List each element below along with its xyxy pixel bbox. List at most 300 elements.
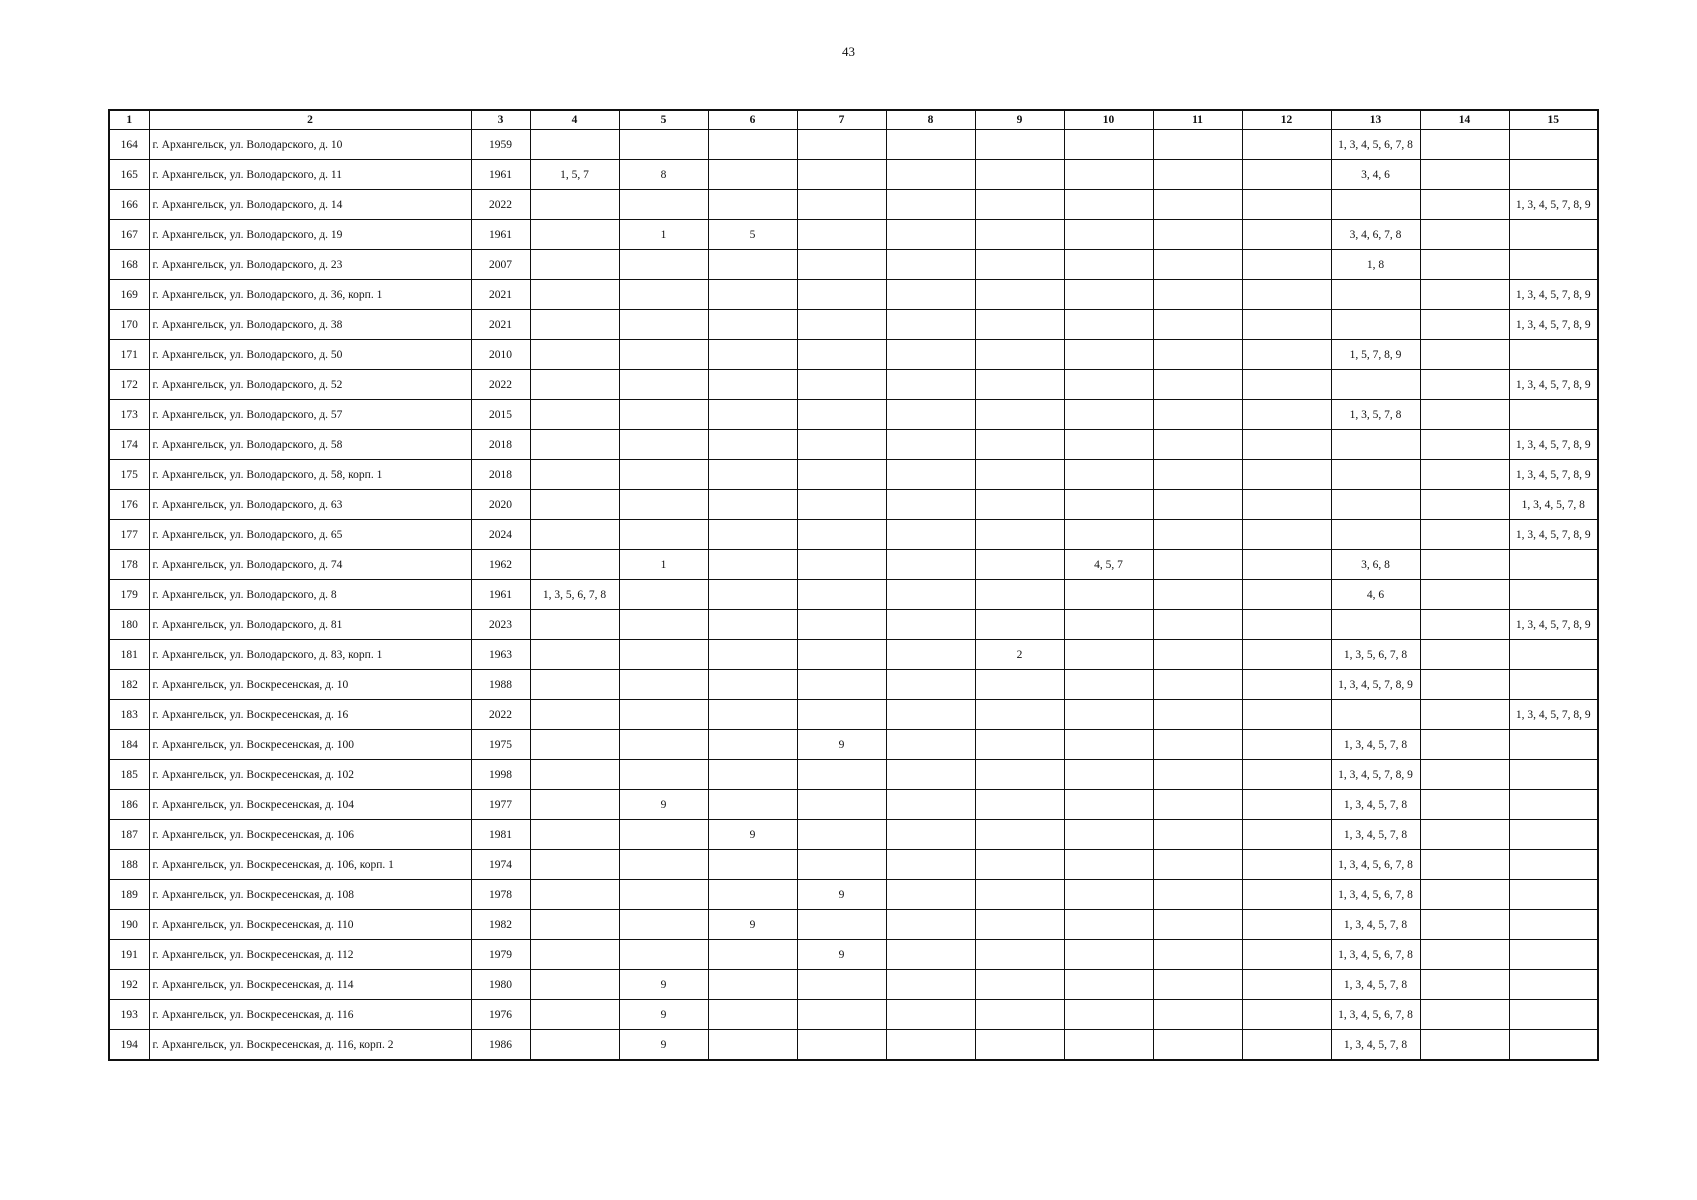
year-cell: 1975 <box>471 730 530 760</box>
table-cell-col-12 <box>1242 1000 1331 1030</box>
table-cell-col-10 <box>1064 520 1153 550</box>
year-cell: 1998 <box>471 760 530 790</box>
column-header-12: 12 <box>1242 110 1331 130</box>
column-header-1: 1 <box>109 110 149 130</box>
table-cell-col-12 <box>1242 820 1331 850</box>
row-number-cell: 183 <box>109 700 149 730</box>
table-row <box>109 610 1598 640</box>
table-cell-col-12 <box>1242 760 1331 790</box>
table-cell-col-5 <box>619 490 708 520</box>
address-cell: г. Архангельск, ул. Володарского, д. 63 <box>149 490 471 520</box>
table-cell-col-8 <box>886 250 975 280</box>
table-cell-col-6 <box>708 730 797 760</box>
table-cell-col-15 <box>1509 550 1598 580</box>
table-cell-col-9: 2 <box>975 640 1064 670</box>
table-cell-col-15: 1, 3, 4, 5, 7, 8, 9 <box>1509 310 1598 340</box>
table-cell-col-13: 1, 8 <box>1331 250 1420 280</box>
table-cell-col-13: 1, 3, 4, 5, 6, 7, 8 <box>1331 130 1420 160</box>
row-number-cell: 184 <box>109 730 149 760</box>
table-cell-col-14 <box>1420 790 1509 820</box>
table-cell-col-8 <box>886 520 975 550</box>
table-cell-col-10 <box>1064 790 1153 820</box>
table-cell-col-8 <box>886 640 975 670</box>
table-cell-col-15 <box>1509 160 1598 190</box>
table-cell-col-10 <box>1064 160 1153 190</box>
row-number-cell: 185 <box>109 760 149 790</box>
table-cell-col-4 <box>530 910 619 940</box>
table-cell-col-13 <box>1331 310 1420 340</box>
table-cell-col-8 <box>886 1000 975 1030</box>
table-cell-col-8 <box>886 490 975 520</box>
table-cell-col-9 <box>975 970 1064 1000</box>
table-cell-col-12 <box>1242 400 1331 430</box>
header-row <box>109 110 1598 130</box>
table-cell-col-15: 1, 3, 4, 5, 7, 8 <box>1509 490 1598 520</box>
table-cell-col-11 <box>1153 700 1242 730</box>
registry-table <box>108 109 1599 1061</box>
table-cell-col-6: 5 <box>708 220 797 250</box>
table-cell-col-15 <box>1509 250 1598 280</box>
table-cell-col-11 <box>1153 970 1242 1000</box>
table-cell-col-4 <box>530 550 619 580</box>
table-cell-col-6 <box>708 760 797 790</box>
table-cell-col-4 <box>530 370 619 400</box>
table-row <box>109 280 1598 310</box>
address-cell: г. Архангельск, ул. Володарского, д. 10 <box>149 130 471 160</box>
year-cell: 1974 <box>471 850 530 880</box>
table-cell-col-7 <box>797 310 886 340</box>
table-cell-col-15 <box>1509 970 1598 1000</box>
table-cell-col-15 <box>1509 850 1598 880</box>
table-cell-col-10 <box>1064 880 1153 910</box>
table-cell-col-15: 1, 3, 4, 5, 7, 8, 9 <box>1509 280 1598 310</box>
table-cell-col-8 <box>886 280 975 310</box>
table-cell-col-7: 9 <box>797 880 886 910</box>
table-cell-col-7 <box>797 160 886 190</box>
address-cell: г. Архангельск, ул. Воскресенская, д. 100 <box>149 730 471 760</box>
table-cell-col-4 <box>530 340 619 370</box>
table-cell-col-10 <box>1064 1000 1153 1030</box>
table-cell-col-5 <box>619 700 708 730</box>
column-header-11: 11 <box>1153 110 1242 130</box>
table-cell-col-6 <box>708 160 797 190</box>
year-cell: 1961 <box>471 580 530 610</box>
table-cell-col-10 <box>1064 250 1153 280</box>
table-cell-col-12 <box>1242 850 1331 880</box>
table-cell-col-9 <box>975 130 1064 160</box>
year-cell: 2024 <box>471 520 530 550</box>
row-number-cell: 177 <box>109 520 149 550</box>
table-cell-col-10 <box>1064 460 1153 490</box>
table-row <box>109 880 1598 910</box>
address-cell: г. Архангельск, ул. Воскресенская, д. 112 <box>149 940 471 970</box>
table-cell-col-12 <box>1242 640 1331 670</box>
table-cell-col-7 <box>797 250 886 280</box>
table-cell-col-15 <box>1509 130 1598 160</box>
year-cell: 1959 <box>471 130 530 160</box>
table-cell-col-8 <box>886 400 975 430</box>
table-cell-col-13: 1, 5, 7, 8, 9 <box>1331 340 1420 370</box>
column-header-6: 6 <box>708 110 797 130</box>
table-cell-col-9 <box>975 280 1064 310</box>
table-cell-col-7: 9 <box>797 730 886 760</box>
table-cell-col-14 <box>1420 460 1509 490</box>
table-cell-col-11 <box>1153 1000 1242 1030</box>
table-cell-col-8 <box>886 880 975 910</box>
table-cell-col-9 <box>975 250 1064 280</box>
year-cell: 2015 <box>471 400 530 430</box>
table-cell-col-12 <box>1242 490 1331 520</box>
table-cell-col-7 <box>797 220 886 250</box>
table-cell-col-8 <box>886 760 975 790</box>
table-cell-col-8 <box>886 820 975 850</box>
table-row <box>109 190 1598 220</box>
table-cell-col-14 <box>1420 910 1509 940</box>
table-cell-col-10 <box>1064 970 1153 1000</box>
table-cell-col-13 <box>1331 430 1420 460</box>
table-cell-col-10 <box>1064 730 1153 760</box>
table-row <box>109 580 1598 610</box>
table-cell-col-13: 1, 3, 4, 5, 7, 8 <box>1331 730 1420 760</box>
table-cell-col-13: 4, 6 <box>1331 580 1420 610</box>
table-cell-col-14 <box>1420 580 1509 610</box>
row-number-cell: 187 <box>109 820 149 850</box>
table-cell-col-12 <box>1242 1030 1331 1061</box>
table-row <box>109 490 1598 520</box>
table-cell-col-13: 1, 3, 4, 5, 6, 7, 8 <box>1331 880 1420 910</box>
row-number-cell: 182 <box>109 670 149 700</box>
table-cell-col-4 <box>530 940 619 970</box>
table-cell-col-14 <box>1420 340 1509 370</box>
year-cell: 2022 <box>471 190 530 220</box>
table-cell-col-7 <box>797 1030 886 1061</box>
table-cell-col-7 <box>797 490 886 520</box>
table-cell-col-7 <box>797 460 886 490</box>
table-cell-col-5 <box>619 820 708 850</box>
table-cell-col-13 <box>1331 700 1420 730</box>
table-cell-col-5 <box>619 340 708 370</box>
address-cell: г. Архангельск, ул. Воскресенская, д. 108 <box>149 880 471 910</box>
table-cell-col-6 <box>708 130 797 160</box>
column-header-13: 13 <box>1331 110 1420 130</box>
address-cell: г. Архангельск, ул. Володарского, д. 83, корп. 1 <box>149 640 471 670</box>
table-cell-col-10: 4, 5, 7 <box>1064 550 1153 580</box>
table-cell-col-6 <box>708 700 797 730</box>
table-cell-col-8 <box>886 1030 975 1061</box>
table-cell-col-11 <box>1153 640 1242 670</box>
table-cell-col-4 <box>530 490 619 520</box>
table-row <box>109 1030 1598 1061</box>
table-cell-col-13: 1, 3, 4, 5, 7, 8 <box>1331 820 1420 850</box>
table-cell-col-10 <box>1064 400 1153 430</box>
table-cell-col-8 <box>886 370 975 400</box>
table-cell-col-13: 3, 6, 8 <box>1331 550 1420 580</box>
table-cell-col-7 <box>797 760 886 790</box>
table-cell-col-11 <box>1153 280 1242 310</box>
table-cell-col-4 <box>530 640 619 670</box>
table-cell-col-5 <box>619 520 708 550</box>
table-cell-col-14 <box>1420 250 1509 280</box>
table-cell-col-6 <box>708 1030 797 1061</box>
table-row <box>109 220 1598 250</box>
table-cell-col-15 <box>1509 1030 1598 1061</box>
table-cell-col-13: 3, 4, 6 <box>1331 160 1420 190</box>
table-cell-col-15: 1, 3, 4, 5, 7, 8, 9 <box>1509 190 1598 220</box>
table-cell-col-6 <box>708 550 797 580</box>
table-cell-col-6 <box>708 940 797 970</box>
table-cell-col-12 <box>1242 220 1331 250</box>
table-cell-col-6: 9 <box>708 820 797 850</box>
table-cell-col-7 <box>797 850 886 880</box>
table-cell-col-8 <box>886 160 975 190</box>
row-number-cell: 189 <box>109 880 149 910</box>
table-cell-col-14 <box>1420 520 1509 550</box>
table-cell-col-13: 1, 3, 4, 5, 6, 7, 8 <box>1331 1000 1420 1030</box>
table-cell-col-12 <box>1242 550 1331 580</box>
table-cell-col-11 <box>1153 940 1242 970</box>
table-row <box>109 310 1598 340</box>
table-cell-col-4 <box>530 970 619 1000</box>
table-cell-col-15: 1, 3, 4, 5, 7, 8, 9 <box>1509 430 1598 460</box>
table-cell-col-7 <box>797 640 886 670</box>
table-cell-col-11 <box>1153 790 1242 820</box>
address-cell: г. Архангельск, ул. Володарского, д. 36, корп. 1 <box>149 280 471 310</box>
table-cell-col-7 <box>797 400 886 430</box>
table-cell-col-9 <box>975 310 1064 340</box>
table-cell-col-13: 1, 3, 4, 5, 7, 8, 9 <box>1331 670 1420 700</box>
table-cell-col-12 <box>1242 280 1331 310</box>
table-cell-col-12 <box>1242 520 1331 550</box>
table-cell-col-4 <box>530 730 619 760</box>
table-cell-col-9 <box>975 160 1064 190</box>
table-cell-col-14 <box>1420 430 1509 460</box>
table-cell-col-13 <box>1331 280 1420 310</box>
table-row <box>109 700 1598 730</box>
table-cell-col-10 <box>1064 700 1153 730</box>
table-cell-col-8 <box>886 970 975 1000</box>
table-cell-col-13 <box>1331 490 1420 520</box>
table-cell-col-5 <box>619 850 708 880</box>
address-cell: г. Архангельск, ул. Володарского, д. 14 <box>149 190 471 220</box>
table-cell-col-11 <box>1153 340 1242 370</box>
table-cell-col-4 <box>530 520 619 550</box>
row-number-cell: 165 <box>109 160 149 190</box>
column-header-7: 7 <box>797 110 886 130</box>
row-number-cell: 178 <box>109 550 149 580</box>
table-cell-col-5 <box>619 430 708 460</box>
table-cell-col-10 <box>1064 910 1153 940</box>
address-cell: г. Архангельск, ул. Володарского, д. 58 <box>149 430 471 460</box>
table-row <box>109 250 1598 280</box>
table-cell-col-15 <box>1509 880 1598 910</box>
address-cell: г. Архангельск, ул. Воскресенская, д. 10 <box>149 670 471 700</box>
table-cell-col-8 <box>886 610 975 640</box>
table-cell-col-4 <box>530 850 619 880</box>
table-cell-col-14 <box>1420 880 1509 910</box>
table-cell-col-4 <box>530 790 619 820</box>
table-row <box>109 430 1598 460</box>
table-cell-col-14 <box>1420 490 1509 520</box>
year-cell: 2022 <box>471 370 530 400</box>
table-cell-col-9 <box>975 700 1064 730</box>
table-cell-col-11 <box>1153 130 1242 160</box>
year-cell: 2007 <box>471 250 530 280</box>
table-cell-col-7 <box>797 130 886 160</box>
column-header-3: 3 <box>471 110 530 130</box>
table-cell-col-10 <box>1064 340 1153 370</box>
table-row <box>109 550 1598 580</box>
table-row <box>109 130 1598 160</box>
table-cell-col-14 <box>1420 370 1509 400</box>
table-row <box>109 850 1598 880</box>
table-cell-col-9 <box>975 610 1064 640</box>
table-cell-col-10 <box>1064 670 1153 700</box>
row-number-cell: 192 <box>109 970 149 1000</box>
table-cell-col-13 <box>1331 520 1420 550</box>
table-cell-col-9 <box>975 880 1064 910</box>
table-cell-col-6 <box>708 250 797 280</box>
table-cell-col-6 <box>708 520 797 550</box>
table-cell-col-8 <box>886 940 975 970</box>
address-cell: г. Архангельск, ул. Воскресенская, д. 104 <box>149 790 471 820</box>
table-cell-col-12 <box>1242 790 1331 820</box>
table-cell-col-5: 9 <box>619 1000 708 1030</box>
table-cell-col-15 <box>1509 760 1598 790</box>
table-cell-col-14 <box>1420 550 1509 580</box>
table-cell-col-4 <box>530 400 619 430</box>
table-cell-col-13 <box>1331 370 1420 400</box>
table-cell-col-12 <box>1242 910 1331 940</box>
table-cell-col-9 <box>975 340 1064 370</box>
table-cell-col-13: 1, 3, 5, 7, 8 <box>1331 400 1420 430</box>
row-number-cell: 194 <box>109 1030 149 1061</box>
table-cell-col-8 <box>886 580 975 610</box>
address-cell: г. Архангельск, ул. Воскресенская, д. 116 <box>149 1000 471 1030</box>
address-cell: г. Архангельск, ул. Воскресенская, д. 106, корп. 1 <box>149 850 471 880</box>
table-cell-col-5: 1 <box>619 220 708 250</box>
table-cell-col-4 <box>530 310 619 340</box>
row-number-cell: 181 <box>109 640 149 670</box>
table-cell-col-7 <box>797 670 886 700</box>
table-cell-col-5: 8 <box>619 160 708 190</box>
year-cell: 1961 <box>471 160 530 190</box>
table-cell-col-6 <box>708 460 797 490</box>
table-cell-col-6 <box>708 640 797 670</box>
table-cell-col-12 <box>1242 700 1331 730</box>
table-cell-col-8 <box>886 340 975 370</box>
table-cell-col-5 <box>619 640 708 670</box>
column-header-2: 2 <box>149 110 471 130</box>
table-cell-col-6 <box>708 610 797 640</box>
table-cell-col-4 <box>530 880 619 910</box>
address-cell: г. Архангельск, ул. Володарского, д. 23 <box>149 250 471 280</box>
table-cell-col-12 <box>1242 130 1331 160</box>
table-cell-col-4 <box>530 1000 619 1030</box>
table-cell-col-7 <box>797 820 886 850</box>
table-cell-col-4 <box>530 280 619 310</box>
table-cell-col-9 <box>975 520 1064 550</box>
address-cell: г. Архангельск, ул. Воскресенская, д. 102 <box>149 760 471 790</box>
table-cell-col-10 <box>1064 820 1153 850</box>
table-cell-col-6 <box>708 490 797 520</box>
table-cell-col-14 <box>1420 730 1509 760</box>
table-cell-col-11 <box>1153 610 1242 640</box>
table-cell-col-15 <box>1509 820 1598 850</box>
table-cell-col-11 <box>1153 820 1242 850</box>
table-cell-col-11 <box>1153 490 1242 520</box>
table-cell-col-14 <box>1420 670 1509 700</box>
table-cell-col-9 <box>975 760 1064 790</box>
table-cell-col-15 <box>1509 640 1598 670</box>
table-cell-col-7 <box>797 790 886 820</box>
table-cell-col-11 <box>1153 400 1242 430</box>
table-cell-col-10 <box>1064 940 1153 970</box>
table-cell-col-5 <box>619 280 708 310</box>
table-cell-col-11 <box>1153 250 1242 280</box>
row-number-cell: 169 <box>109 280 149 310</box>
table-cell-col-10 <box>1064 850 1153 880</box>
table-cell-col-7 <box>797 550 886 580</box>
table-cell-col-12 <box>1242 610 1331 640</box>
table-cell-col-11 <box>1153 160 1242 190</box>
table-cell-col-11 <box>1153 520 1242 550</box>
table-cell-col-15: 1, 3, 4, 5, 7, 8, 9 <box>1509 520 1598 550</box>
table-cell-col-6 <box>708 880 797 910</box>
table-cell-col-9 <box>975 430 1064 460</box>
year-cell: 1988 <box>471 670 530 700</box>
table-cell-col-8 <box>886 670 975 700</box>
row-number-cell: 174 <box>109 430 149 460</box>
table-cell-col-10 <box>1064 580 1153 610</box>
table-cell-col-12 <box>1242 430 1331 460</box>
table-cell-col-10 <box>1064 760 1153 790</box>
year-cell: 1978 <box>471 880 530 910</box>
table-cell-col-7 <box>797 1000 886 1030</box>
table-cell-col-11 <box>1153 430 1242 460</box>
address-cell: г. Архангельск, ул. Володарского, д. 19 <box>149 220 471 250</box>
table-cell-col-9 <box>975 730 1064 760</box>
table-cell-col-6 <box>708 790 797 820</box>
table-cell-col-7 <box>797 910 886 940</box>
table-cell-col-14 <box>1420 1030 1509 1061</box>
table-cell-col-14 <box>1420 280 1509 310</box>
table-cell-col-12 <box>1242 190 1331 220</box>
column-header-14: 14 <box>1420 110 1509 130</box>
table-cell-col-15 <box>1509 790 1598 820</box>
year-cell: 2020 <box>471 490 530 520</box>
table-cell-col-15 <box>1509 400 1598 430</box>
table-cell-col-5: 1 <box>619 550 708 580</box>
table-cell-col-6: 9 <box>708 910 797 940</box>
address-cell: г. Архангельск, ул. Володарского, д. 38 <box>149 310 471 340</box>
column-header-5: 5 <box>619 110 708 130</box>
table-cell-col-7 <box>797 580 886 610</box>
table-cell-col-9 <box>975 1000 1064 1030</box>
row-number-cell: 172 <box>109 370 149 400</box>
table-cell-col-13: 1, 3, 4, 5, 7, 8, 9 <box>1331 760 1420 790</box>
table-cell-col-15 <box>1509 910 1598 940</box>
table-cell-col-11 <box>1153 670 1242 700</box>
table-cell-col-9 <box>975 370 1064 400</box>
table-cell-col-4 <box>530 670 619 700</box>
table-cell-col-5: 9 <box>619 1030 708 1061</box>
table-cell-col-9 <box>975 820 1064 850</box>
address-cell: г. Архангельск, ул. Воскресенская, д. 116, корп. 2 <box>149 1030 471 1061</box>
table-cell-col-5 <box>619 760 708 790</box>
year-cell: 2021 <box>471 280 530 310</box>
table-cell-col-7 <box>797 280 886 310</box>
table-cell-col-4 <box>530 220 619 250</box>
